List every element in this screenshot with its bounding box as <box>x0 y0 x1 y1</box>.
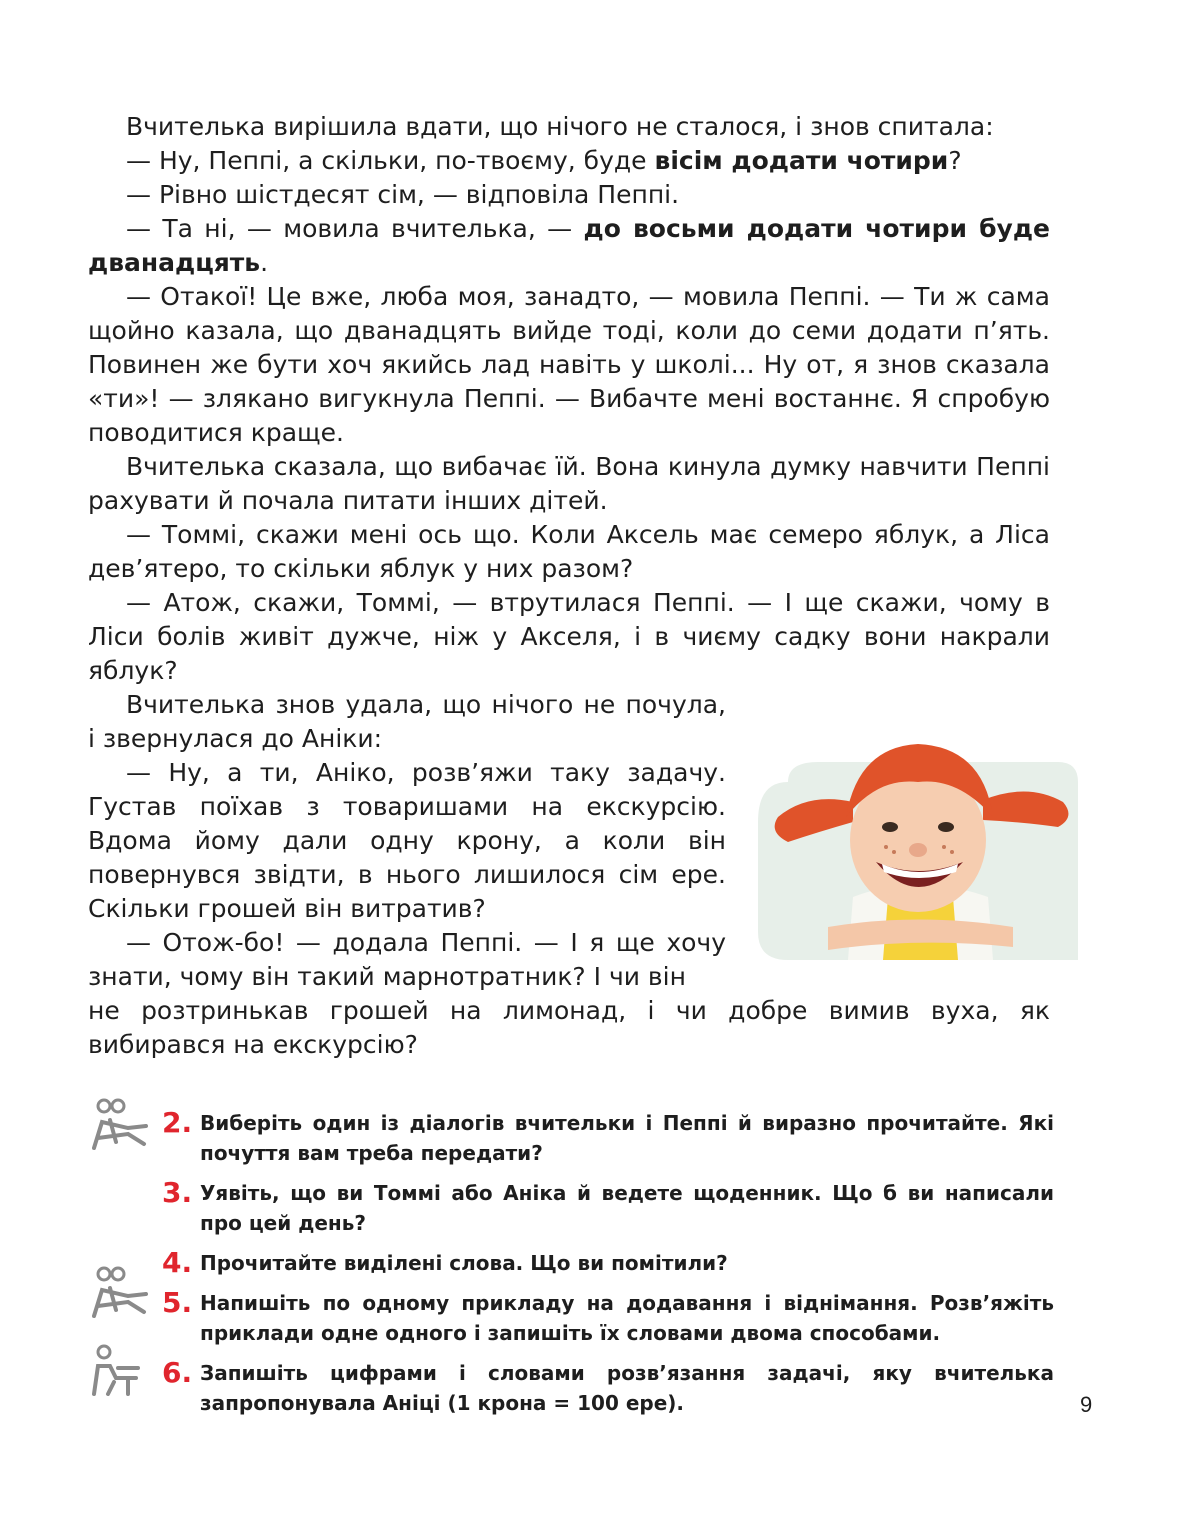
paragraph: — Отакої! Це вже, люба моя, занадто, — мовила Пеппі. — Ти ж сама щойно казала, що дванадцять вийде тоді, коли до семи додати п’ять. Повинен же бути хоч якийсь лад навіть у школі... Ну от, я знов сказала «ти»! — злякано вигукнула Пеппі. — Вибачте мені востаннє. Я спробую поводитися краще. <box>88 282 1050 447</box>
task-text: Уявіть, що ви Томмі або Аніка й ведете щоденник. Що б ви написали про цей день? <box>200 1181 1054 1235</box>
paragraph: — Томмі, скажи мені ось що. Коли Аксель має семеро яблук, а Ліса дев’ятеро, то скільки яблук у них разом? <box>88 520 1050 583</box>
task-4 <box>88 1248 1054 1278</box>
page-number: 9 <box>1080 1392 1093 1417</box>
task-number: 6. <box>162 1356 193 1389</box>
paragraph <box>88 144 1050 178</box>
paragraph: Вчителька знов удала, що нічого не почула, і звернулася до Аніки: <box>88 690 726 753</box>
text-span: . <box>260 248 269 277</box>
task-5 <box>88 1288 1054 1348</box>
pair-work-icon <box>88 1266 150 1326</box>
task-3 <box>88 1178 1054 1238</box>
highlighted-words: вісім додати чотири <box>654 146 949 175</box>
task-6 <box>88 1358 1054 1418</box>
highlighted-words: до восьми додати чотири буде дванадцять <box>88 214 1050 277</box>
task-2 <box>88 1108 1054 1168</box>
task-text: Запишіть цифрами і словами розв’язання задачі, яку вчителька запропонувала Аніці (1 крона = 100 ере). <box>200 1361 1054 1415</box>
task-text: Напишіть по одному прикладу на додавання і віднімання. Розв’яжіть приклади одне одного і запишіть їх словами двома способами. <box>200 1291 1054 1345</box>
paragraph: — Отож-бо! — додала Пеппі. — І я ще хочу знати, чому він такий марнотратник? І чи він <box>88 928 726 991</box>
task-number: 4. <box>162 1246 193 1279</box>
writing-desk-icon <box>88 1344 150 1404</box>
paragraph: — Ну, а ти, Аніко, розв’яжи таку задачу. Густав поїхав з товаришами на екскурсію. Вдома йому дали одну крону, а коли він повернувся звідти, в нього лишилося сім ере. Скільки грошей він витратив? <box>88 758 726 923</box>
task-number: 3. <box>162 1176 193 1209</box>
task-list <box>88 1108 1054 1428</box>
task-text: Прочитайте виділені слова. Що ви помітили? <box>200 1251 728 1275</box>
task-text: Виберіть один із діалогів вчительки і Пеппі й виразно прочитайте. Які почуття вам треба передати? <box>200 1111 1054 1165</box>
pippi-illustration <box>758 722 1078 960</box>
paragraph: Вчителька сказала, що вибачає їй. Вона кинула думку навчити Пеппі рахувати й почала питати інших дітей. <box>88 452 1050 515</box>
task-number: 2. <box>162 1106 193 1139</box>
text-span: — Ну, Пеппі, а скільки, по-твоєму, буде <box>126 146 655 175</box>
paragraph <box>88 212 1050 280</box>
task-number: 5. <box>162 1286 193 1319</box>
pair-work-icon <box>88 1098 150 1158</box>
text-span: ? <box>948 146 962 175</box>
paragraph: не розтринькав грошей на лимонад, і чи добре вимив вуха, як вибирався на екскурсію? <box>88 996 1050 1059</box>
paragraph: Вчителька вирішила вдати, що нічого не сталося, і знов спитала: <box>126 112 994 141</box>
paragraph: — Рівно шістдесят сім, — відповіла Пеппі. <box>126 180 680 209</box>
paragraph: — Атож, скажи, Томмі, — втрутилася Пеппі. — І ще скажи, чому в Ліси болів живіт дужче, ніж у Акселя, і в чиєму садку вони накрали яблук? <box>88 588 1050 685</box>
text-span: — Та ні, — мовила вчителька, — <box>126 214 584 243</box>
